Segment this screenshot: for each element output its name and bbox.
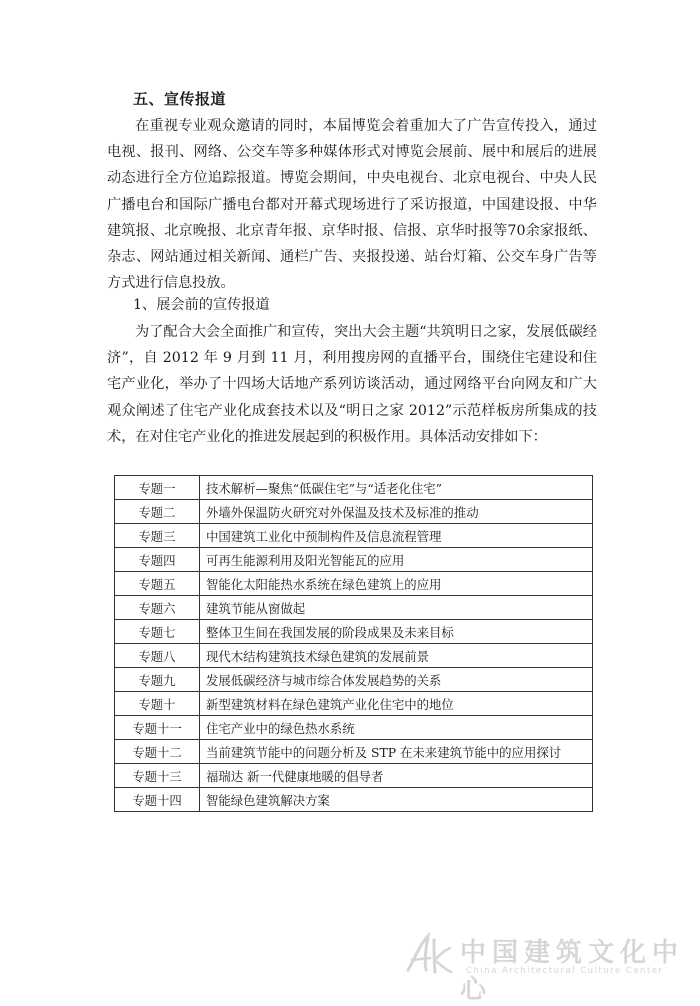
topic-label: 专题七: [115, 620, 200, 644]
table-row: [115, 788, 593, 812]
table-row: [115, 548, 593, 572]
watermark-english: China Architectural Culture Center: [466, 966, 664, 976]
topic-label: 专题五: [115, 572, 200, 596]
table-row: [115, 716, 593, 740]
topic-label: 专题三: [115, 524, 200, 548]
table-row: [115, 500, 593, 524]
topic-label: 专题六: [115, 596, 200, 620]
subsection-paragraph: 为了配合大会全面推广和宣传，突出大会主题“共筑明日之家，发展低碳经济”，自 2012 年 9 月到 11 月，利用搜房网的直播平台，围绕住宅建设和住宅产业化，举办了十四场大话地产系列访谈活动，通过网络平台向网友和广大观众阐述了住宅产业化成套技术以及“明日之家 2012”示范样板房所集成的技术，在对住宅产业化的推进发展起到的积极作用。具体活动安排如下：: [107, 324, 597, 445]
topic-title: 当前建筑节能中的问题分析及 STP 在未来建筑节能中的应用探讨: [200, 740, 593, 764]
topic-label: 专题十二: [115, 740, 200, 764]
watermark: [404, 930, 685, 1005]
table-row: [115, 572, 593, 596]
table-row: [115, 740, 593, 764]
topic-title: 可再生能源利用及阳光智能瓦的应用: [200, 548, 593, 572]
topic-title: 现代木结构建筑技术绿色建筑的发展前景: [200, 644, 593, 668]
table-row: [115, 644, 593, 668]
topic-label: 专题十三: [115, 764, 200, 788]
topic-title: 智能化太阳能热水系统在绿色建筑上的应用: [200, 572, 593, 596]
topic-title: 建筑节能从窗做起: [200, 596, 593, 620]
topics-table: [114, 475, 593, 812]
table-row: [115, 596, 593, 620]
topic-label: 专题二: [115, 500, 200, 524]
topic-title: 整体卫生间在我国发展的阶段成果及未来目标: [200, 620, 593, 644]
topic-label: 专题十一: [115, 716, 200, 740]
table-row: [115, 764, 593, 788]
topic-title: 住宅产业中的绿色热水系统: [200, 716, 593, 740]
table-row: [115, 692, 593, 716]
subsection-heading: 1、展会前的宣传报道: [133, 297, 270, 313]
section-heading: 五、宣传报道: [133, 90, 227, 108]
topic-label: 专题一: [115, 476, 200, 500]
table-row: [115, 668, 593, 692]
topic-title: 福瑞达 新一代健康地暖的倡导者: [200, 764, 593, 788]
topic-title: 中国建筑工业化中预制构件及信息流程管理: [200, 524, 593, 548]
table-row: [115, 620, 593, 644]
topic-label: 专题十: [115, 692, 200, 716]
topic-label: 专题四: [115, 548, 200, 572]
topics-table-body: [115, 476, 593, 812]
topic-title: 发展低碳经济与城市综合体发展趋势的关系: [200, 668, 593, 692]
table-row: [115, 524, 593, 548]
topic-title: 新型建筑材料在绿色建筑产业化住宅中的地位: [200, 692, 593, 716]
topic-title: 智能绿色建筑解决方案: [200, 788, 593, 812]
section-paragraph: 在重视专业观众邀请的同时，本届博览会着重加大了广告宣传投入，通过电视、报刊、网络、公交车等多种媒体形式对博览会展前、展中和展后的进展动态进行全方位追踪报道。博览会期间，中央电视台、北京电视台、中央人民广播电台和国际广播电台都对开幕式现场进行了采访报道，中国建设报、中华建筑报、北京晚报、北京青年报、京华时报、信报、京华时报等70余家报纸、杂志、网站通过相关新闻、通栏广告、夹报投递、站台灯箱、公交车身广告等方式进行信息投放。: [107, 118, 597, 292]
topic-title: 外墙外保温防火研究对外保温及技术及标准的推动: [200, 500, 593, 524]
table-row: [115, 476, 593, 500]
topic-title: 技术解析—聚焦“低碳住宅”与“适老化住宅”: [200, 476, 593, 500]
watermark-chinese: 中国建筑文化中心: [460, 938, 685, 1005]
topic-label: 专题八: [115, 644, 200, 668]
topic-label: 专题十四: [115, 788, 200, 812]
calligraphy-logo-icon: [404, 930, 454, 976]
topic-label: 专题九: [115, 668, 200, 692]
